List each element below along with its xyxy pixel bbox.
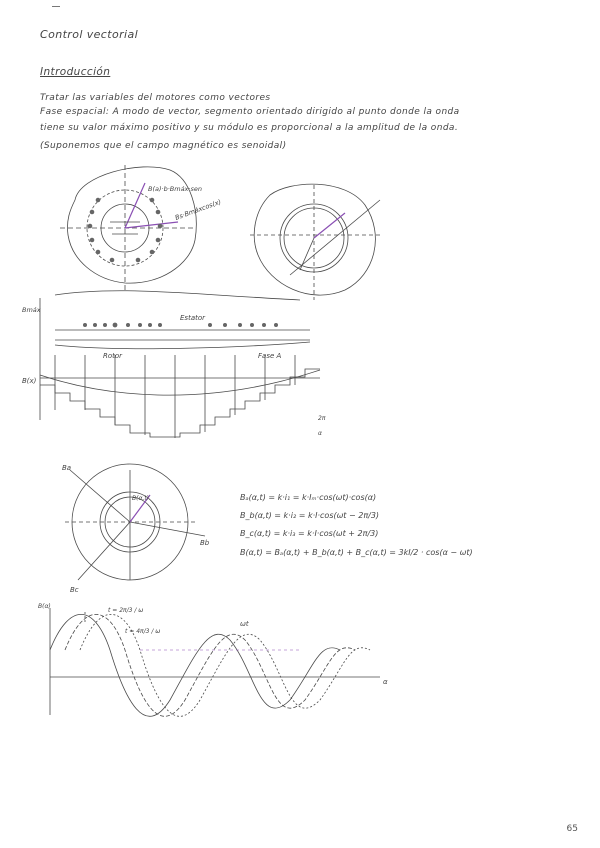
fig2-bmax-label: Bmáx xyxy=(22,306,41,314)
equation-1: Bₐ(α,t) = k·i₁ = k·Iₘ·cos(ωt)·cos(α) xyxy=(240,493,377,502)
wave-yaxis-label: B(α) xyxy=(38,603,51,610)
fig2-alpha-label: α xyxy=(318,430,322,437)
flux-distribution-figure xyxy=(22,291,326,438)
wave-wt-label: ωt xyxy=(240,620,249,628)
body-line-2: Fase espacial: A modo de vector, segmento orientado dirigido al punto donde la onda xyxy=(40,107,460,117)
fig3-ba-label: Ba xyxy=(62,464,72,472)
fig1-label-right: Bs·Bmáxcos(x) xyxy=(173,197,223,222)
travelling-wave-figure xyxy=(38,603,388,716)
body-line-3: tiene su valor máximo positivo y su módulo es proporcional a la amplitud de la onda. xyxy=(40,123,459,133)
fig3-bb-label: Bb xyxy=(200,539,210,547)
page-title: Control vectorial xyxy=(40,28,139,41)
equation-3: B_c(α,t) = k·i₃ = k·I·cos(ωt + 2π/3) xyxy=(240,529,379,538)
fig3-bc-label: Bc xyxy=(70,586,79,594)
body-line-4: (Suponemos que el campo magnético es senoidal) xyxy=(40,141,287,151)
fig2-fase-label: Fase A xyxy=(258,352,282,360)
wave-x-label: α xyxy=(383,678,388,686)
wave-t2-label: t = 4π/3 / ω xyxy=(125,628,161,635)
fig1-label-top: B(a)·b·Bmáx·sen xyxy=(148,185,202,193)
wave-t1-label: t = 2π/3 / ω xyxy=(108,607,144,614)
body-line-1: Tratar las variables del motores como vectores xyxy=(40,93,271,103)
section-heading: Introducción xyxy=(40,66,111,78)
fig2-estator-label: Estator xyxy=(180,314,206,322)
equation-4: B(α,t) = Bₐ(α,t) + B_b(α,t) + B_c(α,t) = 3kI/2 · cos(α − ωt) xyxy=(240,548,473,557)
page-number: 65 xyxy=(566,824,578,834)
fig3-bmax-label: B(α,t) xyxy=(132,495,150,502)
equation-2: B_b(α,t) = k·i₂ = k·I·cos(ωt − 2π/3) xyxy=(240,511,380,520)
three-phase-vector-figure xyxy=(62,464,210,594)
fig2-rotor-label: Rotor xyxy=(103,352,123,360)
vector-circle-figure xyxy=(250,184,380,300)
motor-cross-section-figure xyxy=(60,165,222,290)
fig2-2pi-label: 2π xyxy=(318,415,326,422)
fig2-bx-label: B(x) xyxy=(22,377,37,385)
